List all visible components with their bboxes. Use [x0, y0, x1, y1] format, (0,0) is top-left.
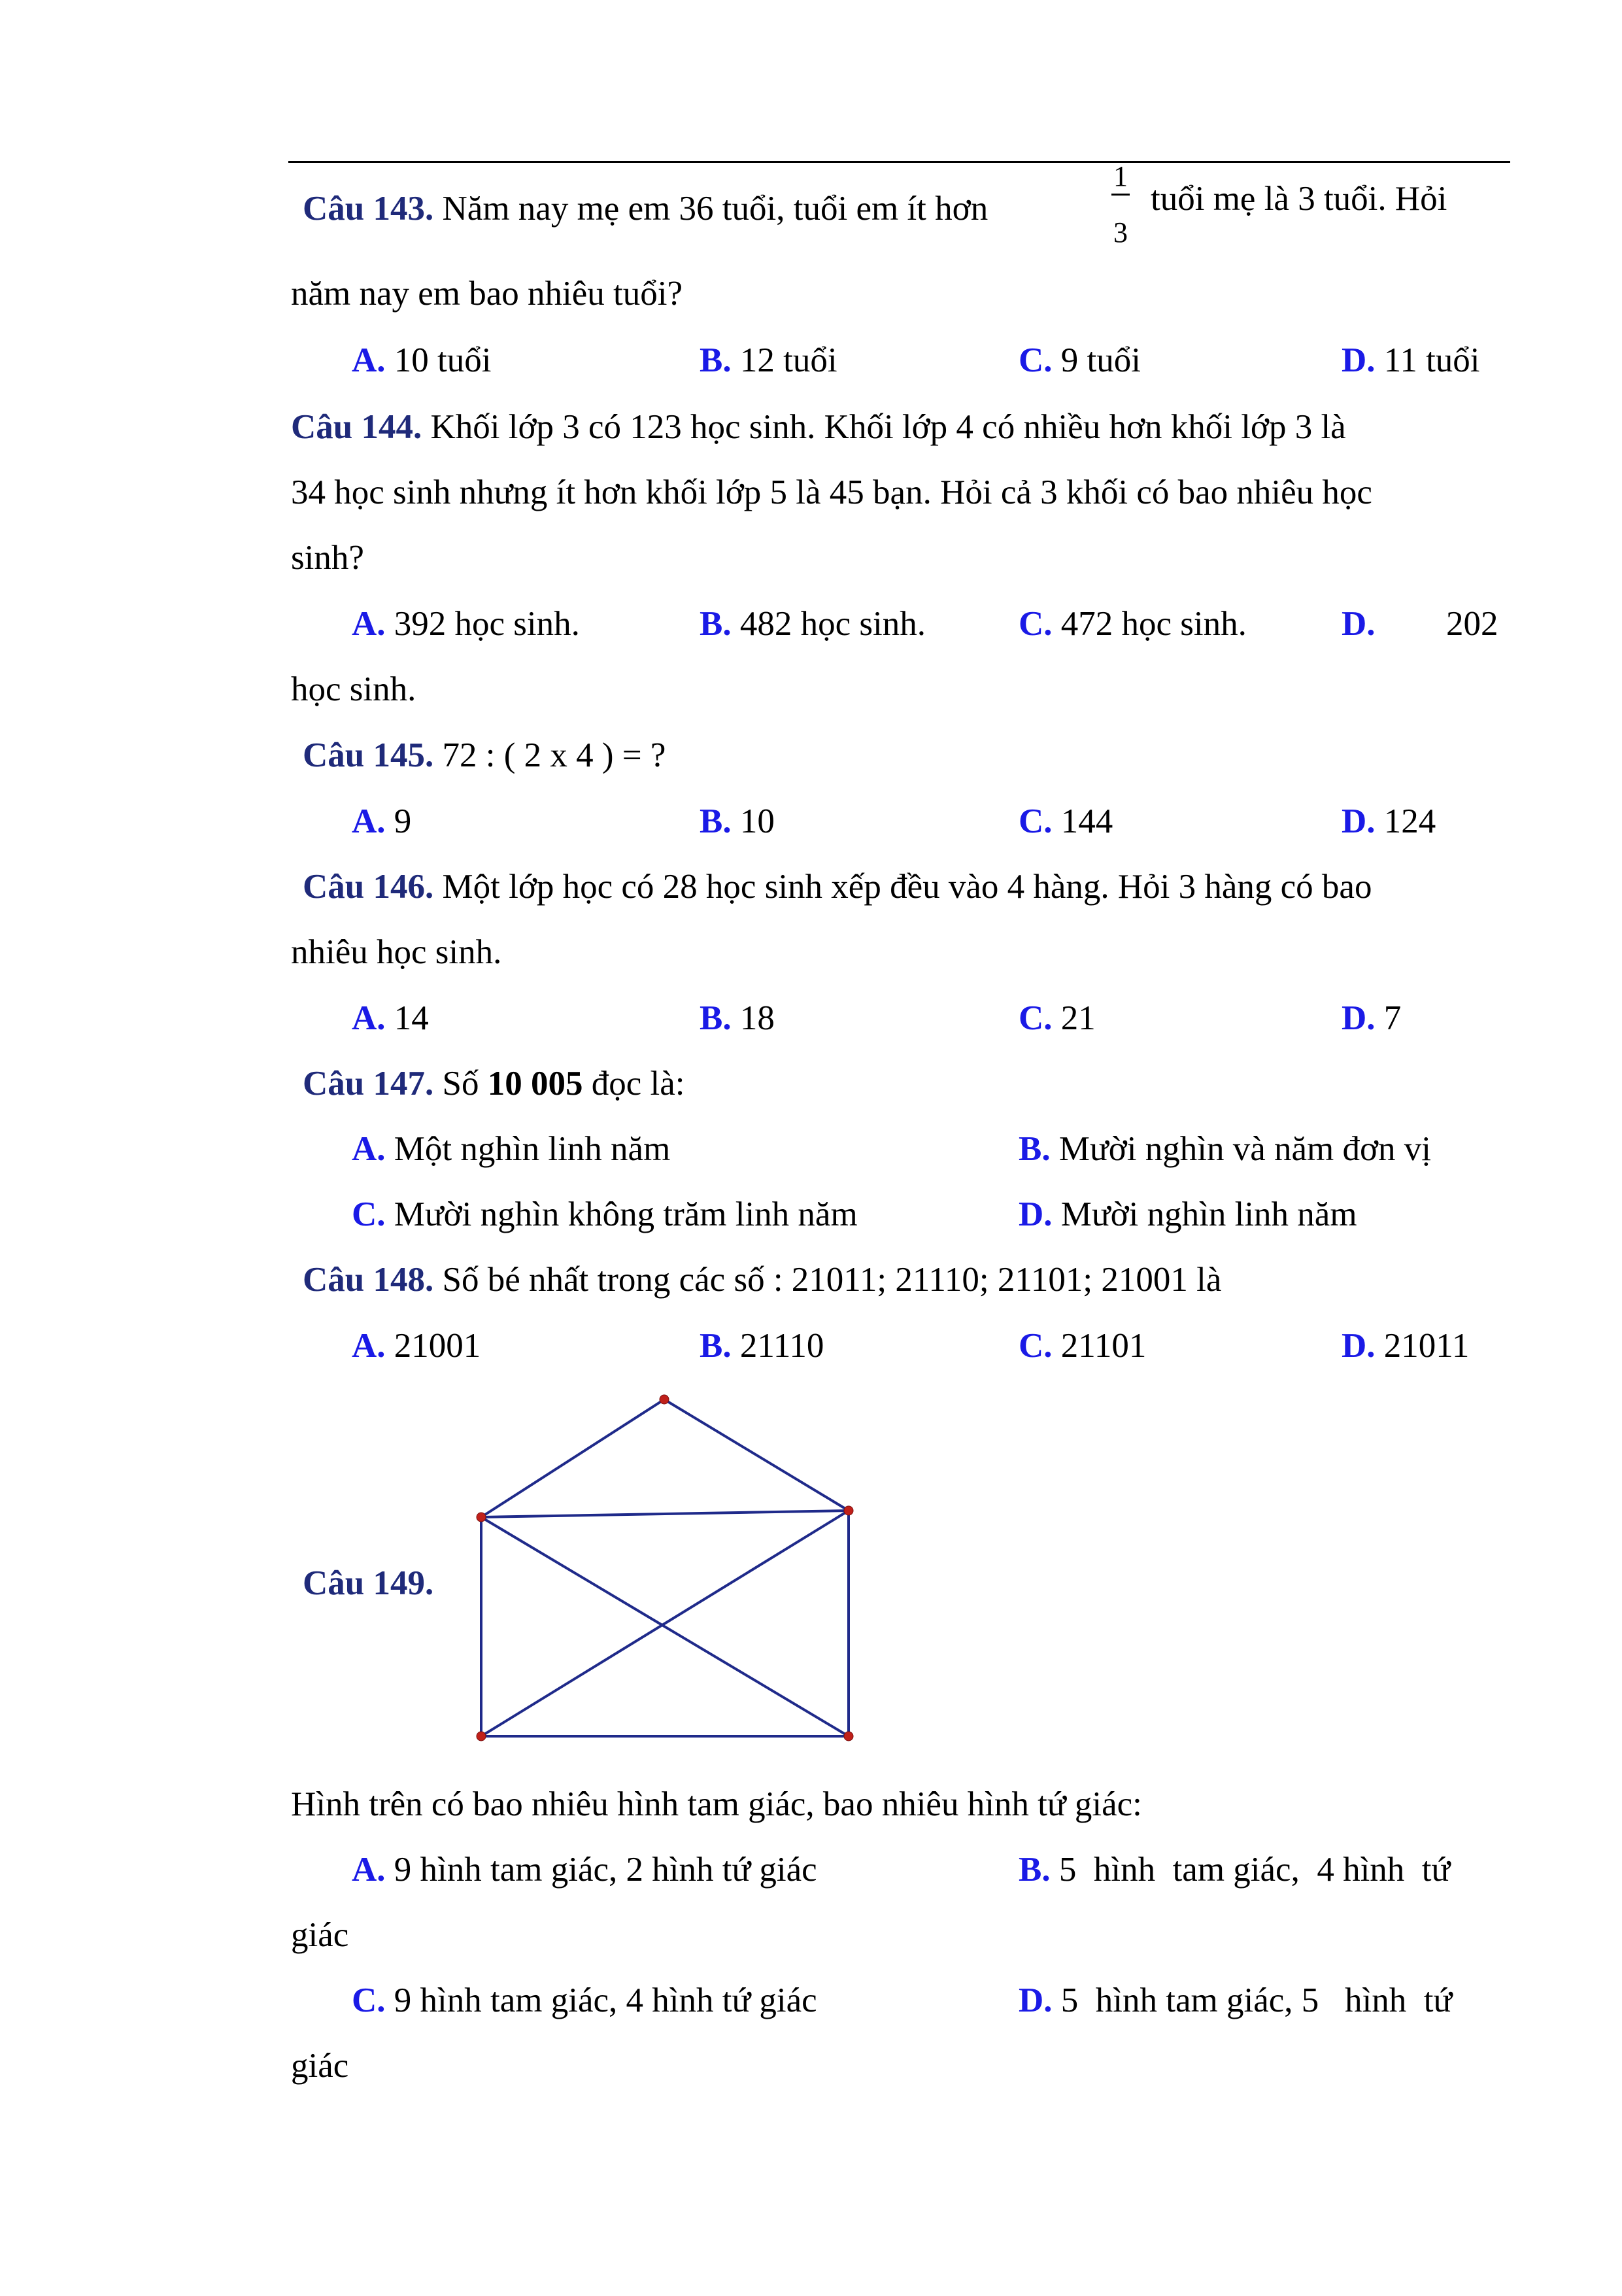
vertex-point-right-lower [844, 1732, 853, 1741]
q147-label: Câu 147. [303, 1065, 434, 1103]
q147-option-b: B. Mười nghìn và năm đơn vị [1019, 1130, 1431, 1168]
q147-option-d: D. Mười nghìn linh năm [1019, 1195, 1357, 1233]
q149-option-b-cont: giác [291, 1916, 349, 1954]
q147-number: 10 005 [487, 1065, 583, 1103]
q146-line2: nhiêu học sinh. [291, 933, 502, 971]
vertex-point-top [660, 1395, 669, 1404]
figure-lines [481, 1399, 849, 1736]
q146-option-d: D. 7 [1342, 999, 1402, 1037]
q149-option-d: D. 5 hình tam giác, 5 hình tứ [1019, 1981, 1453, 2019]
q143-line1 [303, 188, 988, 229]
q144-line2: 34 học sinh nhưng ít hơn khối lớp 5 là 45 bạn. Hỏi cả 3 khối có bao nhiêu học [291, 473, 1372, 511]
q143-option-b: B. 12 tuổi [700, 341, 837, 379]
q144-option-d-letter: D. [1342, 605, 1376, 643]
q143-fraction-bar [1111, 194, 1130, 196]
q143-fraction-numerator: 1 [1113, 160, 1128, 192]
q143-fraction-denominator: 3 [1113, 216, 1128, 248]
vertex-point-left-upper [477, 1513, 486, 1522]
q145-option-b: B. 10 [700, 802, 775, 840]
vertex-point-right-upper [844, 1506, 853, 1515]
vertex-point-left-lower [477, 1732, 486, 1741]
q144-line3: sinh? [291, 539, 364, 577]
q144-line1: Câu 144. Khối lớp 3 có 123 học sinh. Khối lớp 4 có nhiều hơn khối lớp 3 là [291, 408, 1346, 446]
q143-line2: năm nay em bao nhiêu tuổi? [291, 275, 683, 313]
q146-option-b: B. 18 [700, 999, 775, 1037]
top-edge [481, 1511, 849, 1517]
header-rule [288, 161, 1510, 163]
q145-option-c: C. 144 [1019, 802, 1113, 840]
q144-option-c: C. 472 học sinh. [1019, 605, 1247, 643]
q147-option-a: A. Một nghìn linh năm [352, 1130, 671, 1168]
roof-right-edge [664, 1399, 849, 1511]
q145-label: Câu 145. [303, 736, 434, 774]
q147-line: Câu 147. Số 10 005 đọc là: [303, 1065, 685, 1103]
q148-option-d: D. 21011 [1342, 1327, 1470, 1365]
q149-option-c: C. 9 hình tam giác, 4 hình tứ giác [352, 1981, 817, 2019]
q147-option-c: C. Mười nghìn không trăm linh năm [352, 1195, 858, 1233]
q144-label: Câu 144. [291, 408, 422, 446]
q146-line1: Câu 146. Một lớp học có 28 học sinh xếp đều vào 4 hàng. Hỏi 3 hàng có bao [303, 868, 1372, 906]
q149-figure [458, 1380, 876, 1746]
q149-option-b: B. 5 hình tam giác, 4 hình tứ [1019, 1851, 1451, 1889]
q143-option-d: D. 11 tuổi [1342, 341, 1480, 379]
q148-line: Câu 148. Số bé nhất trong các số : 21011; 21110; 21101; 21001 là [303, 1261, 1222, 1299]
q148-option-b: B. 21110 [700, 1327, 824, 1365]
q143-option-c: C. 9 tuổi [1019, 341, 1141, 379]
q144-option-d-cont: học sinh. [291, 670, 416, 708]
roof-left-edge [481, 1399, 664, 1517]
q149-option-a: A. 9 hình tam giác, 2 hình tứ giác [352, 1851, 817, 1889]
q149-label: Câu 149. [303, 1564, 434, 1602]
q148-option-c: C. 21101 [1019, 1327, 1147, 1365]
q143-text-after: tuổi mẹ là 3 tuổi. Hỏi [1151, 180, 1447, 218]
q143-text-before: Năm nay mẹ em 36 tuổi, tuổi em ít hơn [442, 190, 988, 228]
q144-option-b: B. 482 học sinh. [700, 605, 926, 643]
q149-option-d-cont: giác [291, 2047, 349, 2085]
q143-option-a: A. 10 tuổi [352, 341, 492, 379]
q145-line: Câu 145. 72 : ( 2 x 4 ) = ? [303, 736, 666, 774]
q145-option-a: A. 9 [352, 802, 412, 840]
q146-option-a: A. 14 [352, 999, 429, 1037]
q149-question: Hình trên có bao nhiêu hình tam giác, bao nhiêu hình tứ giác: [291, 1785, 1142, 1823]
q148-label: Câu 148. [303, 1261, 434, 1299]
q148-option-a: A. 21001 [352, 1327, 481, 1365]
q146-label: Câu 146. [303, 868, 434, 906]
q143-label: Câu 143. [303, 190, 434, 228]
q146-option-c: C. 21 [1019, 999, 1096, 1037]
q144-option-a: A. 392 học sinh. [352, 605, 580, 643]
q144-option-d-text: 202 [1446, 605, 1498, 643]
q145-option-d: D. 124 [1342, 802, 1436, 840]
